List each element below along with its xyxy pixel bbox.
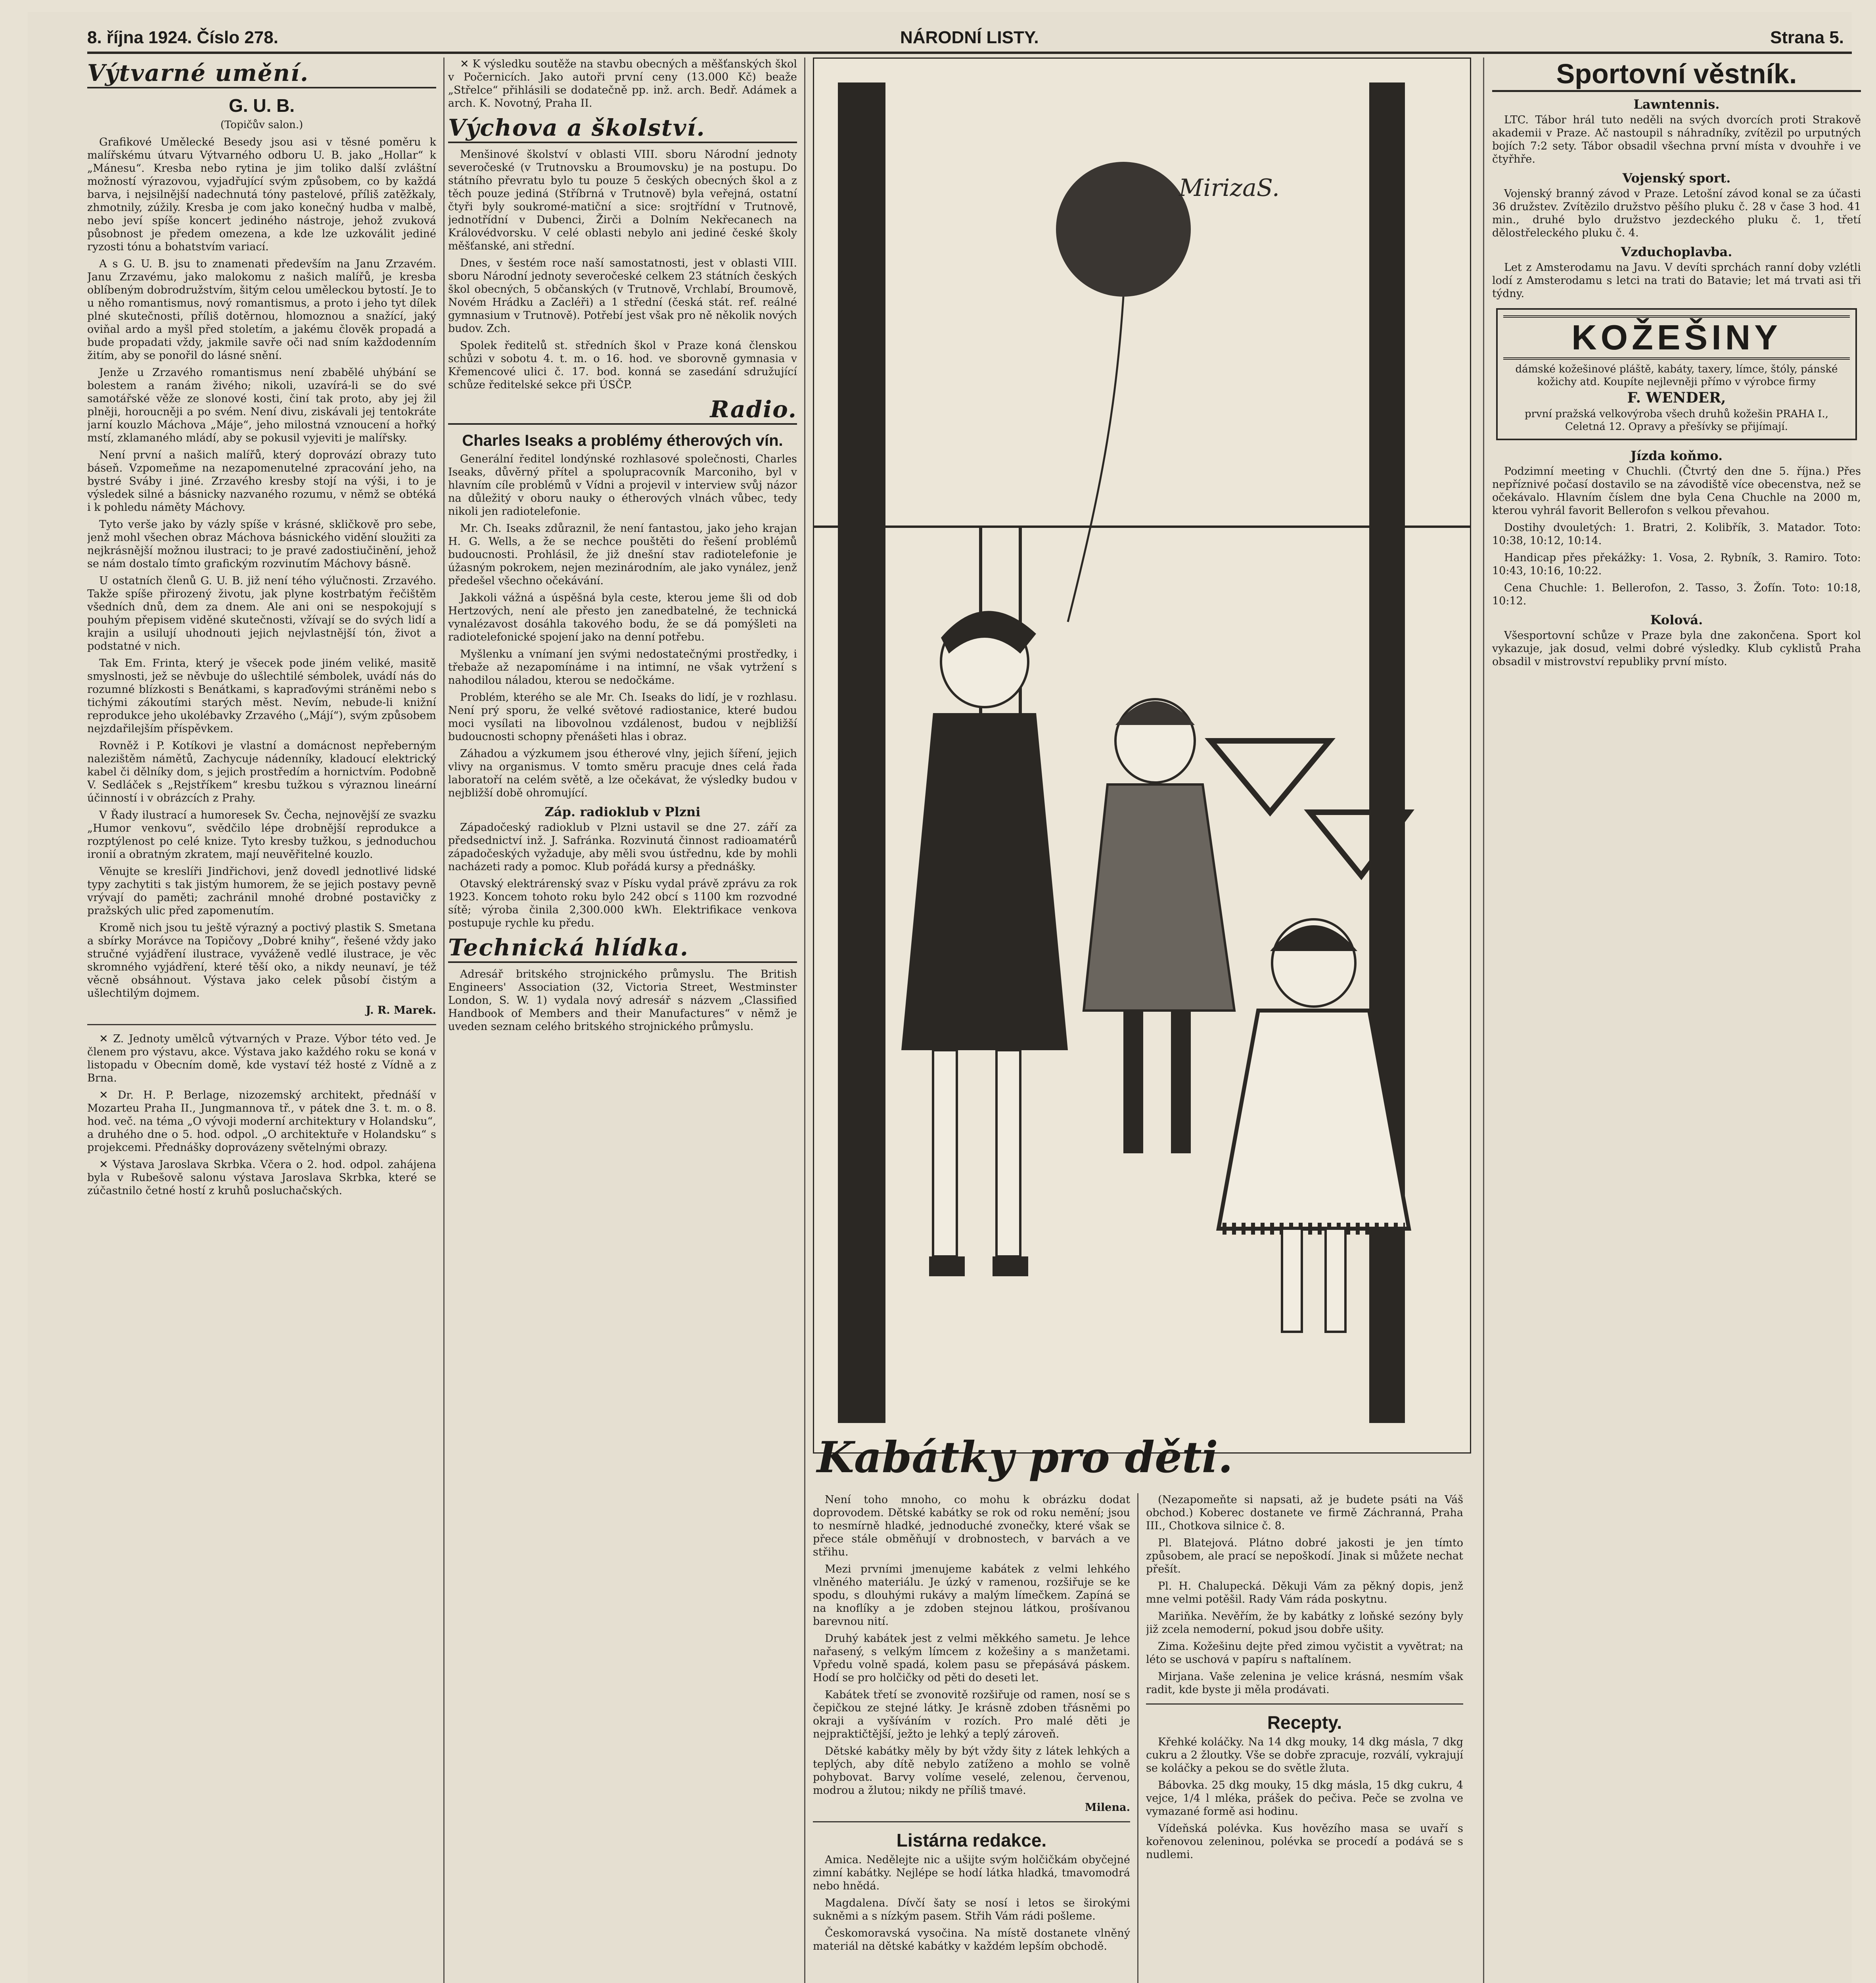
- issue-date: 8. října 1924. Číslo 278.: [87, 28, 278, 47]
- paragraph: Let z Amsterodamu na Javu. V devíti sprchách ranní doby vzlétli lodí z Amsterodamu s letci na trati do Batavie; let má trvati asi tři týdny.: [1492, 261, 1861, 300]
- fashion-illustration: [813, 58, 1471, 1454]
- paragraph: Handicap přes překážky: 1. Vosa, 2. Rybník, 3. Ramiro. Toto: 10:43, 10:16, 10:22.: [1492, 552, 1861, 577]
- article-title-kabatky: Kabátky pro děti.: [817, 1433, 1233, 1482]
- illustration-drawing: [814, 59, 1470, 1452]
- paragraph: Amica. Nedělejte nic a ušijte svým holčičkám obyčejné zimní kabátky. Nejlépe se hodí látka hladká, tmavomodrá nebo hnědá.: [813, 1854, 1130, 1892]
- subsection-title-tennis: Lawntennis.: [1633, 97, 1720, 112]
- paragraph: Zima. Kožešinu dejte před zimou vyčistit a vyvětrat; na léto se uschová v papíru s naftalínem.: [1146, 1640, 1463, 1666]
- paragraph: Pl. Blatejová. Plátno dobré jakosti je jen tímto způsobem, ale prací se nepoškodí. Jinak si můžete nechat přešít.: [1146, 1537, 1463, 1575]
- paragraph: Mezi prvními jmenujeme kabátek z velmi lehkého vlněného materiálu. Je úzký v ramenou, rozšiřuje se ke spodu, s dlouhými rukávy a malým límečkem. Zapíná se na knoflíky a je zdoben stejnou látkou, prošívanou barevnou nití.: [813, 1563, 1130, 1628]
- paragraph: Druhý kabátek jest z velmi měkkého sametu. Je lehce nařasený, s velkým límcem z kožešiny a s manžetami. Vpředu volně spadá, kolem pasu se přepásává páskem. Hodí se pro holčičky od pěti do deseti let.: [813, 1632, 1130, 1684]
- article-title-iseaks: Charles Iseaks a problémy étherových vín.: [462, 432, 783, 449]
- fashion-left-column: [813, 1493, 1138, 1983]
- ad-address: první pražská velkovýroba všech druhů kožešin PRAHA I., Celetná 12. Opravy a přešívky se přijímají.: [1525, 408, 1828, 433]
- paragraph: Západočeský radioklub v Plzni ustavil se dne 27. září za předsednictví inž. J. Safránka. Rozvinutá činnost radioamatérů západočeských vyžaduje, aby měli svou ústřednu, kde by mohli nacházeti rady a pomoc. Klub pořádá kursy a přednášky.: [448, 821, 797, 873]
- divider: [1146, 1703, 1463, 1705]
- section-title-recepty: Recepty.: [1267, 1712, 1342, 1733]
- author-signature: J. R. Marek.: [366, 1004, 436, 1016]
- paragraph: Generální ředitel londýnské rozhlasové společnosti, Charles Iseaks, důvěrný přítel a spolupracovník Marconiho, byl v hlavním cíle problémů v Vídni a projevil v interview svůj názor na důležitý v oboru nauky o étherových vlnách vůbec, tedy nikoli jen radiotelefonie.: [448, 453, 797, 518]
- news-note: ✕ Dr. H. P. Berlage, nizozemský architekt, přednáší v Mozarteu Praha II., Jungmannova tř., v pátek dne 3. t. m. o 8. hod. več. na téma „O vývoji moderní architektury v Holandsku“, a druhého dne o 5. hod. odpol. „O architektuře v Holandsku“ s projekcemi. Přednášky doprovázeny světelnými obrazy.: [87, 1089, 436, 1154]
- news-note: ✕ K výsledku soutěže na stavbu obecných a měšťanských škol v Počernicích. Jako autoři první ceny (13.000 Kč) beaže „Střelce“ přihlásili se dodatečně pp. inž. arch. Bedř. Adámek a arch. K. Novotný, Praha II.: [448, 58, 797, 109]
- subsection-title-military: Vojenský sport.: [1622, 171, 1731, 186]
- paragraph: U ostatních členů G. U. B. již není tého výlučnosti. Zrzavého. Takže spíše přirozený životu, jak plyne kostrbatým řečištěm všedních dnů, dem za dnem. Ale ani oni se nespokojují s pouhým přepisem viděné skutečnosti, vžívají se do svých lidí a krajin a usilují uhodnouti jejich nejvlastnější tón, život a podstatné v nich.: [87, 575, 436, 652]
- fashion-right-column: [1146, 1493, 1463, 1983]
- paragraph: Pl. H. Chalupecká. Děkuji Vám za pěkný dopis, jenž mne velmi potěšil. Rady Vám ráda poskytnu.: [1146, 1580, 1463, 1605]
- balloon-icon: [1056, 162, 1191, 297]
- paragraph: Kromě nich jsou tu ještě výrazný a poctivý plastik S. Smetana a sbírky Morávce na Topičovy „Dobré knihy“, řešené vždy jako stručné vyjádření ilustrace, vyváženě vedlé ilustrace, je věc skromného vyjádření, které těší oko, a nikdy neunaví, je též věcně obsáhnout. Výstava jako celek působí čistým a ušlechtilým dojmem.: [87, 922, 436, 999]
- paragraph: Není první a našich malířů, který doprovází obrazy tuto báseň. Vzpomeňme na nezapomenutelné zpracování jeho, na bystré Sváby i jiné. Zrzavého kresby stojí na výši, i to je výsledek silné a básnicky nazvaného rozumu, v němž se obtéká i k pohledu náměty Máchovy.: [87, 449, 436, 514]
- paragraph: Všesportovní schůze v Praze byla dne zakončena. Sport kol vykazuje, jak dosud, velmi dobré výsledky. Klub cyklistů Praha obsadil v mistrovství republiky první místo.: [1492, 629, 1861, 668]
- paragraph: Dnes, v šestém roce naší samostatnosti, jest v oblasti VIII. sboru Národní jednoty severočeské celkem 23 státních českých škol obecných, 5 občanských (v Trutnově, Vrchlabí, Broumově, Novém Hrádku a Zacléři) a 1 střední (česká stát. ref. reálné gymnasium v Trutnově). Potřebí jest však pro ně několik nových budov. Zch.: [448, 257, 797, 335]
- column-art: [87, 58, 445, 1983]
- paragraph: Kabátek třetí se zvonovitě rozšiřuje od ramen, nosí se s čepičkou ze stejné látky. Je krásně zdoben třásněmi po okraji a vyšíváním v rozích. Pro malé děti je nejpraktičtější, ježto je lehký a teplý zároveň.: [813, 1689, 1130, 1740]
- paragraph: Problém, kterého se ale Mr. Ch. Iseaks do lidí, je v rozhlasu. Není prý sporu, že velké světové radiostanice, které budou moci vysílati na libovolnou vzdálenost, budou v nejbližší budoucnosti schopny přenášeti hlas i obraz.: [448, 691, 797, 743]
- paragraph: Adresář britského strojnického průmyslu. The British Engineers' Association (32, Victoria Street, Westminster London, S. W. 1) vydala nový adresář s názvem „Classified Handbook of Members and their Manufactures“ v němž je uveden seznam celého britského strojnického průmyslu.: [448, 968, 797, 1033]
- ad-text: dámské kožešinové pláště, kabáty, taxery, límce, štóly, pánské kožichy atd. Koupíte nejlevněji přímo v výrobce firmy: [1515, 363, 1838, 388]
- paragraph: Podzimní meeting v Chuchli. (Čtvrtý den dne 5. října.) Přes nepříznivé počasí dostavilo se na závodiště více obecenstva, než se očekávalo. Hlavním číslem dne byla Cena Chuchle na 2000 m, kterou vyhrál favorit Bellerofon s velkou převahou.: [1492, 465, 1861, 517]
- paragraph: (Nezapomeňte si napsati, až je budete psáti na Váš obchod.) Koberec dostanete ve firmě Záchranná, Praha III., Chotkova silnice č. 8.: [1146, 1494, 1463, 1532]
- tree-trunk-icon: [838, 82, 885, 1423]
- section-title-sport: Sportovní věstník.: [1492, 58, 1861, 92]
- article-subtitle-gub: (Topičův salon.): [220, 119, 303, 131]
- paragraph: Jenže u Zrzavého romantismus není zbabělé uhýbání se bolestem a ranám živého; nikoli, uzavírá-li se do své samotářské věže ze slonové kosti, činí tak proto, aby jej žil plněji, horoucněji a po svém. Není divu, ziskávali jej tentokráte jarní kouzlo Máchova „Máje“, jeho milostná vznoucení a hořký mstí, zklamaného mládí, aby se pokusil vyjeviti je malířsky.: [87, 366, 436, 444]
- paragraph: Myšlenku a vnímaní jen svými nedostatečnými prostředky, i třebaže až nezapomínáme i na intimní, ne však vytržení s nahodilou náladou, kterou se nedočkáme.: [448, 648, 797, 687]
- paragraph: Cena Chuchle: 1. Bellerofon, 2. Tasso, 3. Žofín. Toto: 10:18, 10:12.: [1492, 582, 1861, 607]
- subsection-title-cycling: Kolová.: [1650, 612, 1703, 627]
- paragraph: Rovněž i P. Kotíkovi je vlastní a domácnost nepřeberným nalezištěm námětů, Zachycuje nádenníky, kladoucí elektrický kabel či dělníky dom, s jejich prostředím a hornictvím. Podobně V. Sedláček s „Rejstříkem“ kresbu tužkou s výraznou lineární účinností i v obrázcích z Prahy.: [87, 740, 436, 804]
- paragraph: LTC. Tábor hrál tuto neděli na svých dvorcích proti Strakově akademii v Praze. Ač nastoupil s náhradníky, zvítězil po urputných bojích 7:2 sety. Tábor obsadil všechna první místa v dvouhře i ve čtyřhře.: [1492, 114, 1861, 165]
- page-number: Strana 5.: [1770, 28, 1844, 47]
- paper-name: NÁRODNÍ LISTY.: [900, 28, 1039, 47]
- paragraph: Tyto verše jako by vázly spíše v krásné, skličkově pro sebe, jenž mohl všechen obraz Máchova básnického vidění sloužiti za nejkrásnější možnou ilustraci; to je pravé zadostiučinění, jehož se nám dostalo tímto grafickým rozvinutím Máchovy básně.: [87, 518, 436, 570]
- column-sport: [1483, 58, 1861, 1983]
- rubric-school: Výchova a školství.: [448, 114, 797, 143]
- column-fashion: [813, 58, 1471, 1983]
- section-title-listarna: Listárna redakce.: [896, 1830, 1047, 1851]
- paragraph: Jakkoli vážná a úspěšná byla ceste, kterou jeme šli od dob Hertzových, není ale přesto jen zanedbatelné, že technická vynalézavost dosáhla takového bodu, že se dá pomýšleti na radiotelefonické spojení jako na denní potřebu.: [448, 592, 797, 643]
- paragraph: Otavský elektrárenský svaz v Písku vydal právě zprávu za rok 1923. Koncem tohoto roku bylo 242 obcí s 1100 km rozvodné sítě; výroba činila 2,300.000 kWh. Elektrifikace venkova postupuje rychle ku předu.: [448, 878, 797, 929]
- paragraph: Spolek ředitelů st. středních škol v Praze koná členskou schůzi v sobotu 4. t. m. o 16. hod. ve sborovně gymnasia v Křemencové ulici č. 17. bod. konná se zasedání sdružující schůze ředitelské sekce při ÚSČP.: [448, 339, 797, 391]
- paragraph: Mariňka. Nevěřím, že by kabátky z loňské sezóny byly již zcela nemoderní, pokud jsou dobře ušity.: [1146, 1610, 1463, 1636]
- paragraph: Křehké koláčky. Na 14 dkg mouky, 14 dkg másla, 7 dkg cukru a 2 žloutky. Vše se dobře zpracuje, rozválí, vykrajují se koláčky a pekou se do světle žluta.: [1146, 1736, 1463, 1774]
- news-note: ✕ Výstava Jaroslava Skrbka. Včera o 2. hod. odpol. zahájena byla v Rubešově salonu výstava Jaroslava Skrbka, které se zúčastnilo četné hostí z kruhů posluchačských.: [87, 1158, 436, 1197]
- column-school-radio: [448, 58, 805, 1983]
- fashion-article-body: [813, 1493, 1471, 1983]
- paragraph: Mr. Ch. Iseaks zdůraznil, že není fantastou, jako jeho krajan H. G. Wells, a že se nechce pouštěti do řešení problémů budoucnosti. Prohlásil, že již dnešní stav radiotelefonie je úžasným pokrokem, nejen mezinárodním, ale jako vynález, jenž předešel všechno očekávání.: [448, 522, 797, 587]
- ad-title: KOŽEŠINY: [1503, 315, 1850, 360]
- paragraph: Vídeňská polévka. Kus hovězího masa se uvaří s kořenovou zeleninou, polévka se procedí a podává se s nudlemi.: [1146, 1822, 1463, 1861]
- pennant-icon: [1211, 741, 1330, 812]
- divider: [87, 1024, 436, 1025]
- paragraph: Záhadou a výzkumem jsou étherové vlny, jejich šíření, jejich vlivy na organismus. V tomto směru pracuje dnes celá řada laboratoří na celém světě, a lze očekávat, že výsledky budou v nejbližší době ohromující.: [448, 748, 797, 799]
- newspaper-page: [28, 12, 1861, 1983]
- rubric-radio: Radio.: [448, 395, 797, 425]
- news-note: ✕ Z. Jednoty umělců výtvarných v Praze. Výbor této ved. Je členem pro výstavu, akce. Výstava jako každého roku se koná v listopadu v Obecním domě, kde vystaví též hosté z Vídně a z Brna.: [87, 1033, 436, 1084]
- article-title-plzen: Záp. radioklub v Plzni: [544, 804, 701, 819]
- paragraph: Bábovka. 25 dkg mouky, 15 dkg másla, 15 dkg cukru, 4 vejce, 1/4 l mléka, prášek do pečiva. Peče se zvolna ve vymazané formě asi hodinu.: [1146, 1779, 1463, 1818]
- rubric-art: Výtvarné umění.: [87, 59, 436, 88]
- paragraph: Dostihy dvouletých: 1. Bratri, 2. Kolibřík, 3. Matador. Toto: 10:38, 10:12, 10:14.: [1492, 522, 1861, 547]
- child-coat-icon: [1084, 784, 1234, 1011]
- paragraph: Českomoravská vysočina. Na místě dostanete vlněný materiál na dětské kabátky v každém lepším obchodě.: [813, 1927, 1130, 1952]
- paragraph: Není toho mnoho, co mohu k obrázku dodat doprovodem. Dětské kabátky se rok od roku nemění; jsou to nesmírně hladké, jednoduché zvonečky, které však se přece stále obměňují v drobnostech, v barvách a ve střihu.: [813, 1494, 1130, 1558]
- artist-signature: MirizaS.: [1179, 174, 1280, 202]
- masthead: [87, 16, 1852, 54]
- divider: [813, 1821, 1130, 1822]
- paragraph: Menšinové školství v oblasti VIII. sboru Národní jednoty severočeské (v Trutnovsku a Broumovsku) je na postupu. Do státního převratu bylo tu pouze 5 českých obecných škol a z těch pouze jediná (Stříbrná v Trutnově) byla veřejná, ostatní čtyři byly soukromé-matiční a sice: srojtřídní v Trutnově, jednotřídní v Dubenci, Žirči a Dolním Nekřecanech na Královédvorsku. V celé oblasti nebylo ani jediné české školy měšťanské, ani střední.: [448, 148, 797, 252]
- paragraph: Dětské kabátky měly by být vždy šity z látek lehkých a teplých, aby dítě nebylo zatíženo a mohlo se volně pohybovat. Barvy volíme veselé, zelenou, červenou, modrou a žlutou; nikdy ne příliš tmavé.: [813, 1745, 1130, 1797]
- rubric-tech: Technická hlídka.: [448, 934, 797, 963]
- ad-firm: F. WENDER,: [1627, 389, 1726, 406]
- paragraph: Grafikové Umělecké Besedy jsou asi v těsné poměru k malířskému útvaru Výtvarného odboru U. B. jako „Hollar“ k „Mánesu“. Kresba nebo rytina je jim toliko další zvláštní možností výrazovou, vyjadřující svým způsobem, co by každá barva, i nejsilnější nadechnutá tóny pastelové, příliš zatěžkaly, zhmotnily, zúžily. Kresba je com jako konečný hudba v malbě, nebo jeví spíše koncert jediného nástroje, jehož zvuková působnost je předem omezena, a kde lze uzkoválit jediné ryzosti tónu a bohatstvím variací.: [87, 136, 436, 253]
- subsection-title-horse: Jízda koňmo.: [1630, 448, 1723, 463]
- child-coat-icon: [901, 713, 1068, 1050]
- paragraph: Mirjana. Vaše zelenina je velice krásná, nesmím však radit, kde byste ji měla prodávati.: [1146, 1670, 1463, 1696]
- article-title-gub: G. U. B.: [228, 95, 295, 116]
- paragraph: Vojenský branný závod v Praze. Letošní závod konal se za účasti 36 družstev. Zvítězilo družstvo pěšího pluku č. 28 v čase 3 hod. 41 min., druhé bylo družstvo jezdeckého pluku č. 1, třetí dělostřeleckého pluku č. 4.: [1492, 188, 1861, 239]
- paragraph: Magdalena. Dívčí šaty se nosí i letos se širokými sukněmi a s nízkým pasem. Střih Vám rádi pošleme.: [813, 1897, 1130, 1922]
- paragraph: V Řady ilustrací a humoresek Sv. Čecha, nejnovější ze svazku „Humor venkovu“, svědčilo lépe drobnější reprodukce a rozptýlenost po celé knize. Tyto kresby tužkou, s jednoduchou ironií a obratným zkratem, mají neuvěřitelné kouzlo.: [87, 809, 436, 861]
- paragraph: A s G. U. B. jsu to znamenati především na Janu Zrzavém. Janu Zrzavému, jako malokomu z našich malířů, je kresba oblíbeným dobrodružstvím, šitým celou uměleckou bytostí. Je to u něho romantismus, nový romantismus, a proto i jeho tyt dílek plné skutečnosti, příliš dotěrnou, hlomoznou a snažící, jaký oviňal ardo a myšl před stoletím, a jakému člověk propadá a bude propadati vždy, jakmile savře oči nad sním každodenním žitím, aby se ponořil do lásné snění.: [87, 258, 436, 362]
- paragraph: Věnujte se kreslíři Jindřichovi, jenž dovedl jednotlivé lidské typy zachytiti s tak jistým humorem, že se jejich postavy pevně vrývají do paměti; zachránil mnohé drobné postavičky z pražských ulic před zapomenutím.: [87, 865, 436, 917]
- author-signature: Milena.: [1085, 1801, 1130, 1814]
- subsection-title-air: Vzduchoplavba.: [1621, 244, 1732, 259]
- paragraph: Tak Em. Frinta, který je všecek pode jiném veliké, masitě smyslnosti, jež se něvbuje do ušlechtilé sémbolek, uvádí nás do rozumné blízkosti s Benátkami, s kapraďovými stráněmi nebo s tichými zákoutími starých měst. Nevím, nebude-li knižní reprodukce jeho ukolébavky Zrzavého („Májí“), svým způsobem nejzdařilejším příspěvkem.: [87, 657, 436, 735]
- advertisement-kozesiny: [1496, 308, 1857, 440]
